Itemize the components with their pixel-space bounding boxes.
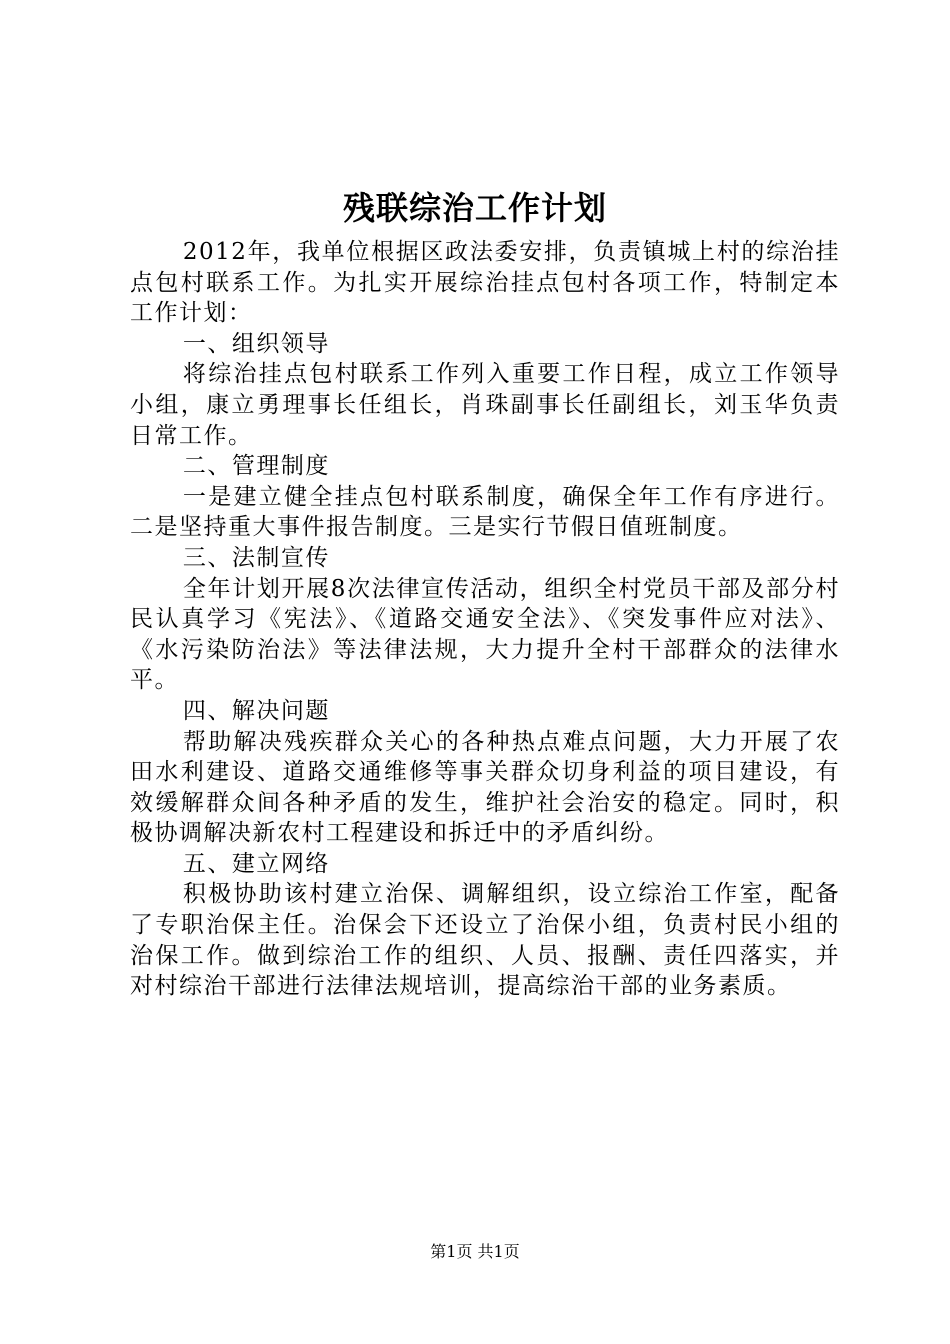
page-footer: 第1页 共1页 — [430, 1242, 520, 1261]
section-heading-organization: 一、组织领导 — [182, 330, 330, 357]
section-heading-problem-solving: 四、解决问题 — [182, 697, 330, 724]
organization-paragraph: 将综治挂点包村联系工作列入重要工作日程，成立工作领导小组，康立勇理事长任组长，肖珠副事长任副组长，刘玉华负责日常工作。 — [130, 361, 840, 449]
section-heading-legal-publicity: 三、法制宣传 — [182, 544, 330, 571]
problem-solving-paragraph: 帮助解决残疾群众关心的各种热点难点问题，大力开展了农田水利建设、道路交通维修等事关群众切身利益的项目建设，有效缓解群众间各种矛盾的发生，维护社会治安的稳定。同时，积极协调解决新农村工程建设和拆迁中的矛盾纠纷。 — [130, 728, 840, 847]
network-paragraph: 积极协助该村建立治保、调解组织，设立综治工作室，配备了专职治保主任。治保会下还设立了治保小组，负责村民小组的治保工作。做到综治工作的组织、人员、报酬、责任四落实，并对村综治干部进行法律法规培训，提高综治干部的业务素质。 — [130, 881, 840, 1000]
legal-publicity-paragraph: 全年计划开展8次法律宣传活动，组织全村党员干部及部分村民认真学习《宪法》、《道路交通安全法》、《突发事件应对法》、《水污染防治法》等法律法规，大力提升全村干部群众的法律水平。 — [130, 575, 840, 694]
section-heading-network: 五、建立网络 — [182, 850, 330, 877]
section-heading-management: 二、管理制度 — [182, 453, 330, 480]
document-body — [130, 237, 840, 1002]
intro-paragraph: 2012年，我单位根据区政法委安排，负责镇城上村的综治挂点包村联系工作。为扎实开展综治挂点包村各项工作，特制定本工作计划： — [130, 239, 840, 327]
document-title: 残联综治工作计划 — [342, 189, 607, 227]
management-paragraph: 一是建立健全挂点包村联系制度，确保全年工作有序进行。二是坚持重大事件报告制度。三是实行节假日值班制度。 — [130, 483, 840, 541]
